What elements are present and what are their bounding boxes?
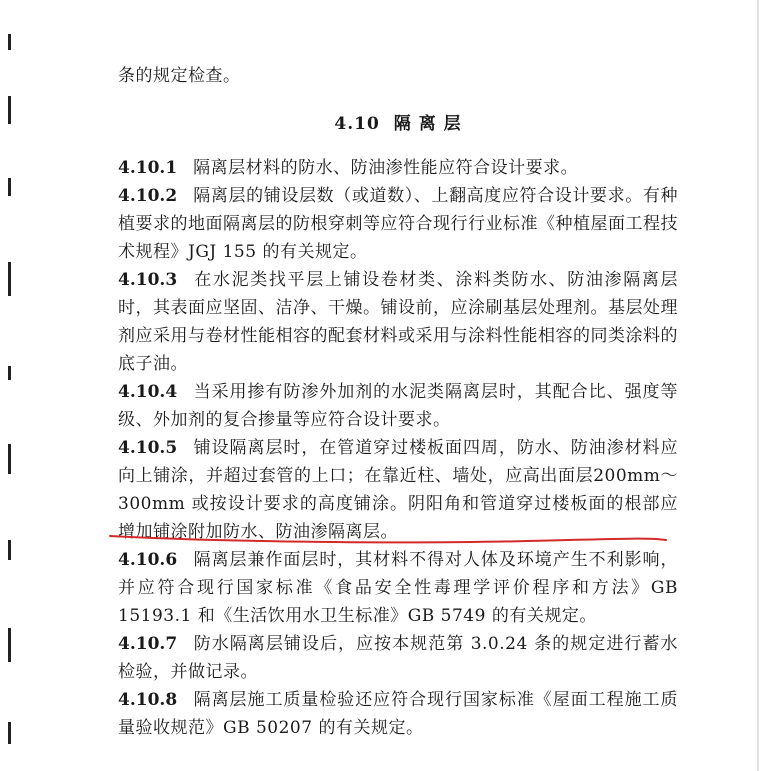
- clause-text: 隔离层施工质量检验还应符合现行国家标准《屋面工程施工质量验收规范》GB 50207 的有关规定。: [118, 690, 678, 738]
- clause-number: 4.10.8: [118, 690, 178, 710]
- clause-text: 隔离层的铺设层数（或道数）、上翻高度应符合设计要求。有种植要求的地面隔离层的防根穿刺等应符合现行行业标准《种植屋面工程技术规程》JGJ 155 的有关规定。: [118, 186, 678, 262]
- clause-number: 4.10.6: [118, 550, 178, 570]
- clause-number: 4.10.5: [118, 438, 178, 458]
- clause-number: 4.10.3: [118, 270, 178, 290]
- clause-number: 4.10.1: [118, 158, 178, 178]
- section-title: [118, 110, 678, 138]
- clause-4-10-2: [118, 182, 678, 266]
- document-body: [118, 62, 678, 742]
- clause-text: 防水隔离层铺设后，应按本规范第 3.0.24 条的规定进行蓄水检验，并做记录。: [118, 634, 678, 682]
- scan-binding-edge: [0, 0, 26, 771]
- clause-4-10-5: [118, 434, 678, 546]
- section-number: 4.10: [334, 114, 380, 134]
- clause-4-10-8: [118, 686, 678, 742]
- section-name: 隔 离 层: [393, 114, 462, 134]
- clause-text: 在水泥类找平层上铺设卷材类、涂料类防水、防油渗隔离层时，其表面应坚固、洁净、干燥。铺设前，应涂刷基层处理剂。基层处理剂应采用与卷材性能相容的配套材料或采用与涂料性能相容的同类涂料的底子油。: [118, 270, 678, 374]
- clause-number: 4.10.4: [118, 382, 178, 402]
- clause-4-10-7: [118, 630, 678, 686]
- clause-number: 4.10.7: [118, 634, 178, 654]
- clause-text: 隔离层兼作面层时，其材料不得对人体及环境产生不利影响，并应符合现行国家标准《食品安全性毒理学评价程序和方法》GB 15193.1 和《生活饮用水卫生标准》GB 5749 的有关规定。: [118, 550, 678, 626]
- clause-text: 隔离层材料的防水、防油渗性能应符合设计要求。: [193, 158, 579, 178]
- lead-text: 条的规定检查。: [118, 66, 241, 86]
- clause-text: 铺设隔离层时，在管道穿过楼板面四周，防水、防油渗材料应向上铺涂，并超过套管的上口；在靠近柱、墙处，应高出面层200mm～300mm 或按设计要求的高度铺涂。阴阳角和管道穿过楼板面的根部应增加铺涂附加防水、防油渗隔离层。: [118, 438, 678, 542]
- clause-4-10-3: [118, 266, 678, 378]
- clause-4-10-4: [118, 378, 678, 434]
- clause-text: 当采用掺有防渗外加剂的水泥类隔离层时，其配合比、强度等级、外加剂的复合掺量等应符合设计要求。: [118, 382, 678, 430]
- scan-right-edge: [757, 0, 759, 771]
- clause-number: 4.10.2: [118, 186, 178, 206]
- clause-4-10-6: [118, 546, 678, 630]
- clause-4-10-1: [118, 154, 678, 182]
